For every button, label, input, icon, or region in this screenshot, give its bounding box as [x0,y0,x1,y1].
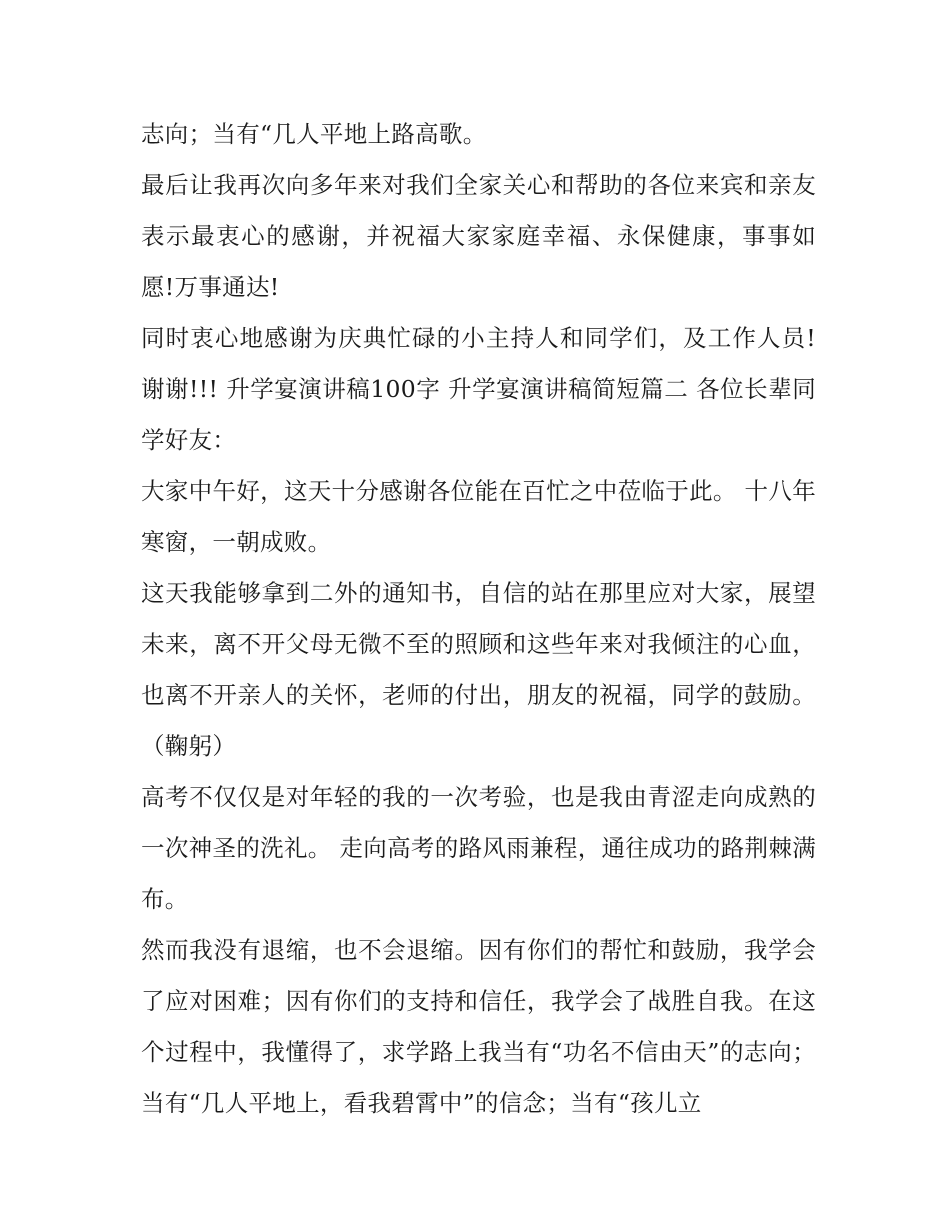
paragraph: 同时衷心地感谢为庆典忙碌的小主持人和同学们，及工作人员!谢谢!!! 升学宴演讲稿100字 升学宴演讲稿简短篇二 各位长辈同学好友： [141,324,816,454]
paragraph: 高考不仅仅是对年轻的我的一次考验，也是我由青涩走向成熟的一次神圣的洗礼。 走向高考的路风雨兼程，通往成功的路荆棘满布。 [141,783,816,913]
paragraph: 最后让我再次向多年来对我们全家关心和帮助的各位来宾和亲友表示最衷心的感谢，并祝福大家家庭幸福、永保健康，事事如愿!万事通达! [141,171,816,301]
paragraph: 然而我没有退缩，也不会退缩。因有你们的帮忙和鼓励，我学会了应对困难；因有你们的支持和信任，我学会了战胜自我。在这个过程中，我懂得了，求学路上我当有“功名不信由天”的志向；当有“几人平地上，看我碧霄中”的信念；当有“孩儿立 [141,936,816,1117]
document-body [141,109,816,1129]
paragraph: 志向；当有“几人平地上路高歌。 [141,120,487,148]
paragraph: 这天我能够拿到二外的通知书，自信的站在那里应对大家，展望未来，离不开父母无微不至的照顾和这些年来对我倾注的心血，也离不开亲人的关怀，老师的付出，朋友的祝福，同学的鼓励。（鞠躬） [141,579,816,760]
paragraph: 大家中午好，这天十分感谢各位能在百忙之中莅临于此。 十八年寒窗，一朝成败。 [141,477,816,556]
